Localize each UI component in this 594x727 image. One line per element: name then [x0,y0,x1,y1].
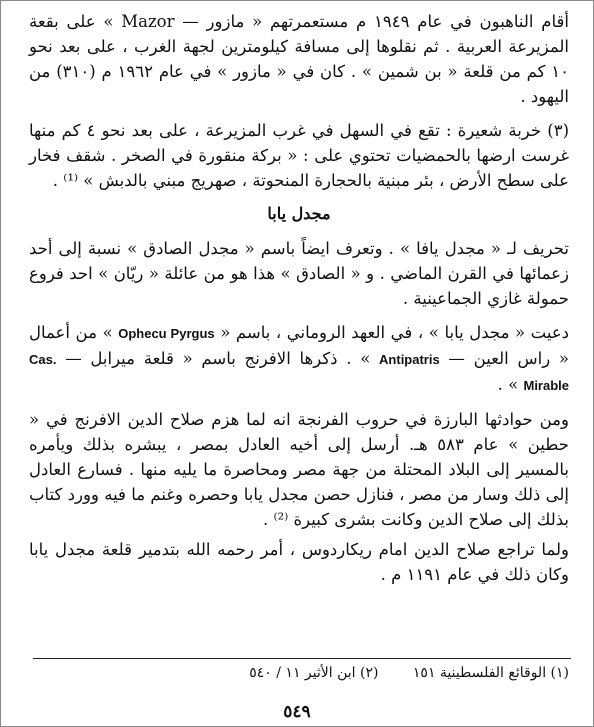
roman-name-text-c: » . ذكرها الافرنج باسم « قلعة ميرابل — [65,349,371,368]
footnote-divider [33,658,571,659]
roman-name-text-b: » من أعمال « راس العين — [29,323,569,368]
footnote-2: (٢) ابن الأثير ١١ / ٥٤٠ [249,665,379,681]
roman-name-text-a: دعيت « مجدل يابا » ، في العهد الروماني ، باسم « [220,323,570,342]
latin-name-ophecu: Ophecu Pyrgus [118,326,215,341]
latin-name-mirable: Cas. Mirable [29,352,569,393]
page-body [29,9,569,587]
page-number: ٥٤٩ [283,702,311,722]
section-heading: مجدل يابا [267,204,331,223]
latin-name-antipatris: Antipatris [379,352,440,367]
paragraph-destruction: ولما تراجع صلاح الدين امام ريكاردوس ، أمر رحمه الله بتدمير قلعة مجدل يابا وكان ذلك في عام ١١٩١ م . [29,540,569,584]
paragraph-name-origin: تحريف لـ « مجدل يافا » . وتعرف ايضاً باسم « مجدل الصادق » نسبة إلى أحد زعمائها في القرن الماضي . و « الصادق » هذا هو من عائلة « ريّان » احد فروع حمولة غازي الجماعينية . [29,239,569,308]
roman-name-text-d: » . [497,375,519,394]
paragraph-khirbet-shuaira: (٣) خربة شعيرة : تقع في السهل في غرب المزيرعة ، على بعد نحو ٤ كم منها غرست ارضها بالحمضيات تحتوي على : « بركة منقورة في الصخر . شقف فخار على سطح الأرض ، بئر مبنية بالحجارة المنحوتة ، صهريج مبني بالدبش » ⁽¹⁾ . [29,121,569,190]
footnotes [37,665,569,681]
footnote-1: (١) الوقائع الفلسطينية ١٥١ [412,665,569,681]
paragraph-roman-name [29,320,569,398]
paragraph-crusades: ومن حوادثها البارزة في حروب الفرنجة انه لما هزم صلاح الدين الافرنج في « حطين » عام ٥٨٣ هـ. أرسل إلى أخيه العادل بمصر ، يبشره بذلك ويأمره بالمسير إلى البلاد المحتلة من جهة مصر ومحاصرة ما يليه منها . فسارع العادل إلى ذلك وسار من مصر ، فنازل حصن مجدل يابا وحصره وغنم ما فيه وورد كتاب بذلك إلى صلاح الدين وكانت بشرى كبيرة ⁽²⁾ . [29,410,569,529]
paragraph-mazor: أقام الناهبون في عام ١٩٤٩ م مستعمرتهم « مازور — Mazor » على بقعة المزيرعة العربية . ثم نقلوها إلى مسافة كيلومترين لجهة الغرب ، على بعد نحو ١٠ كم من قلعة « بن شمين » . كان في « مازور » في عام ١٩٦٢ م (٣١٠) من اليهود . [29,12,569,106]
